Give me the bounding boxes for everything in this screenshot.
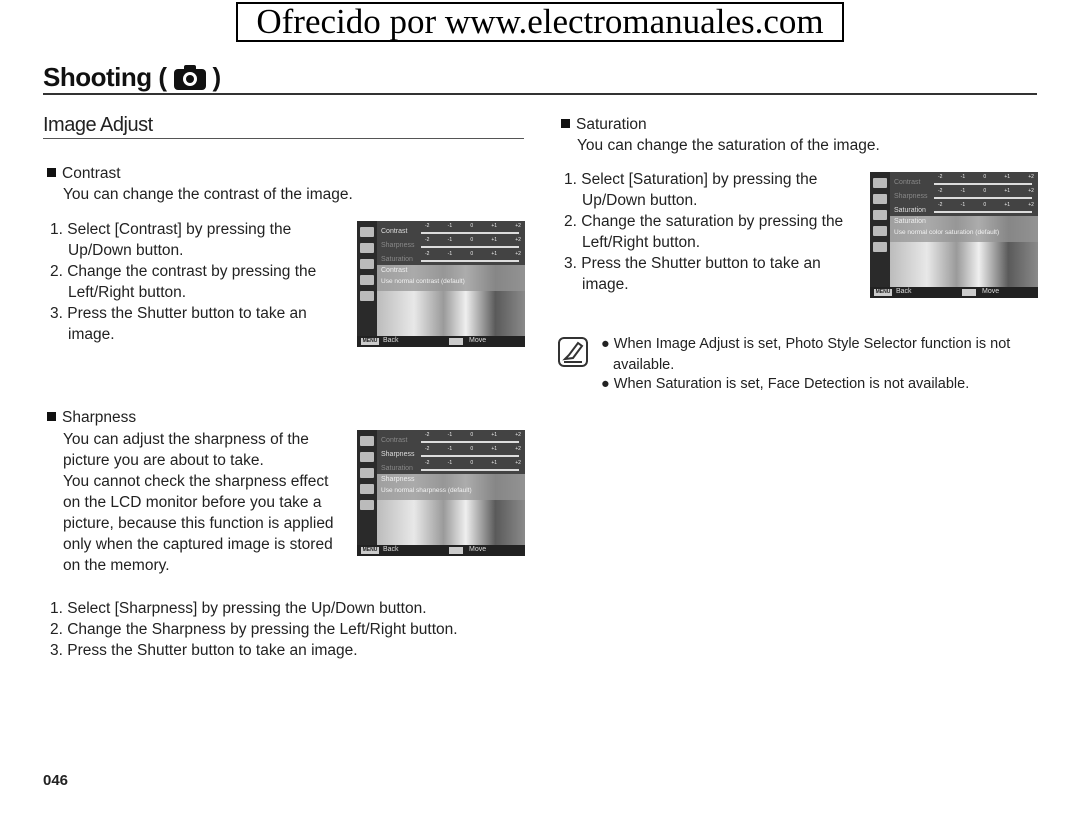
- lcd-info-box: Sharpness Use normal sharpness (default): [377, 474, 525, 500]
- sharpness-desc: picture you are about to take.: [63, 452, 264, 469]
- lcd-screen-contrast: [357, 221, 525, 347]
- sharpness-desc: on the memory.: [63, 557, 170, 574]
- lcd-side-icons: [357, 221, 377, 347]
- sharpness-heading: Sharpness: [47, 407, 136, 428]
- contrast-step: image.: [68, 326, 115, 343]
- sharpness-desc: picture, because this function is applied: [63, 515, 334, 532]
- note-line: ● When Image Adjust is set, Photo Style Selector function is not: [601, 336, 1011, 352]
- lcd-menu-panel: Contrast -2 -1 0 +1 +2 Sharpness -2 -1 0 +1 +2 Saturation -2 -1 0 +1 +2: [890, 172, 1038, 216]
- camera-icon: [173, 63, 207, 91]
- lcd-info-box: Contrast Use normal contrast (default): [377, 265, 525, 291]
- contrast-desc: You can change the contrast of the image.: [63, 186, 353, 203]
- sharpness-step: 2. Change the Sharpness by pressing the Left/Right button.: [50, 621, 458, 638]
- saturation-step: 3. Press the Shutter button to take an: [564, 255, 821, 272]
- sharpness-desc: on the LCD monitor before you take a: [63, 494, 322, 511]
- lcd-footer: MENU Back Move: [870, 287, 1038, 298]
- saturation-step: Left/Right button.: [582, 234, 701, 251]
- sharpness-step: 1. Select [Sharpness] by pressing the Up/Down button.: [50, 600, 427, 617]
- sharpness-desc: You cannot check the sharpness effect: [63, 473, 329, 490]
- subsection-rule: [43, 138, 524, 139]
- sharpness-desc: only when the captured image is stored: [63, 536, 333, 553]
- note-line: available.: [613, 357, 675, 373]
- contrast-step: Left/Right button.: [68, 284, 187, 301]
- saturation-heading: Saturation: [561, 114, 647, 135]
- lcd-footer: MENU Back Move: [357, 545, 525, 556]
- sharpness-step: 3. Press the Shutter button to take an image.: [50, 642, 358, 659]
- lcd-footer: MENU Back Move: [357, 336, 525, 347]
- source-banner: Ofrecido por www.electromanuales.com: [236, 2, 844, 42]
- lcd-menu-panel: Contrast -2 -1 0 +1 +2 Sharpness -2 -1 0 +1 +2 Saturation -2 -1 0 +1 +2: [377, 221, 525, 265]
- lcd-info-box: Saturation Use normal color saturation (default): [890, 216, 1038, 242]
- saturation-step: image.: [582, 276, 629, 293]
- lcd-screen-sharpness: [357, 430, 525, 556]
- lcd-menu-panel: Contrast -2 -1 0 +1 +2 Sharpness -2 -1 0 +1 +2 Saturation -2 -1 0 +1 +2: [377, 430, 525, 474]
- lcd-screen-saturation: [870, 172, 1038, 298]
- saturation-step: Up/Down button.: [582, 192, 698, 209]
- subsection-title: Image Adjust: [43, 114, 153, 136]
- sharpness-desc: You can adjust the sharpness of the: [63, 431, 309, 448]
- contrast-step: Up/Down button.: [68, 242, 184, 259]
- saturation-step: 2. Change the saturation by pressing the: [564, 213, 844, 230]
- bullet-square-icon: [47, 412, 56, 421]
- header-rule: [43, 93, 1037, 95]
- section-title-close: ): [212, 61, 221, 92]
- section-title-text: Shooting (: [43, 61, 167, 92]
- page-number: 046: [43, 772, 69, 789]
- note-line: ● When Saturation is set, Face Detection is not available.: [601, 376, 970, 392]
- contrast-heading: Contrast: [47, 163, 121, 184]
- bullet-square-icon: [561, 119, 570, 128]
- note-icon: [558, 337, 588, 367]
- lcd-side-icons: [870, 172, 890, 298]
- lcd-side-icons: [357, 430, 377, 556]
- contrast-step: 2. Change the contrast by pressing the: [50, 263, 317, 280]
- contrast-step: 3. Press the Shutter button to take an: [50, 305, 307, 322]
- contrast-step: 1. Select [Contrast] by pressing the: [50, 221, 292, 238]
- section-title: [43, 60, 221, 94]
- saturation-step: 1. Select [Saturation] by pressing the: [564, 171, 818, 188]
- bullet-square-icon: [47, 168, 56, 177]
- saturation-desc: You can change the saturation of the image.: [577, 137, 880, 154]
